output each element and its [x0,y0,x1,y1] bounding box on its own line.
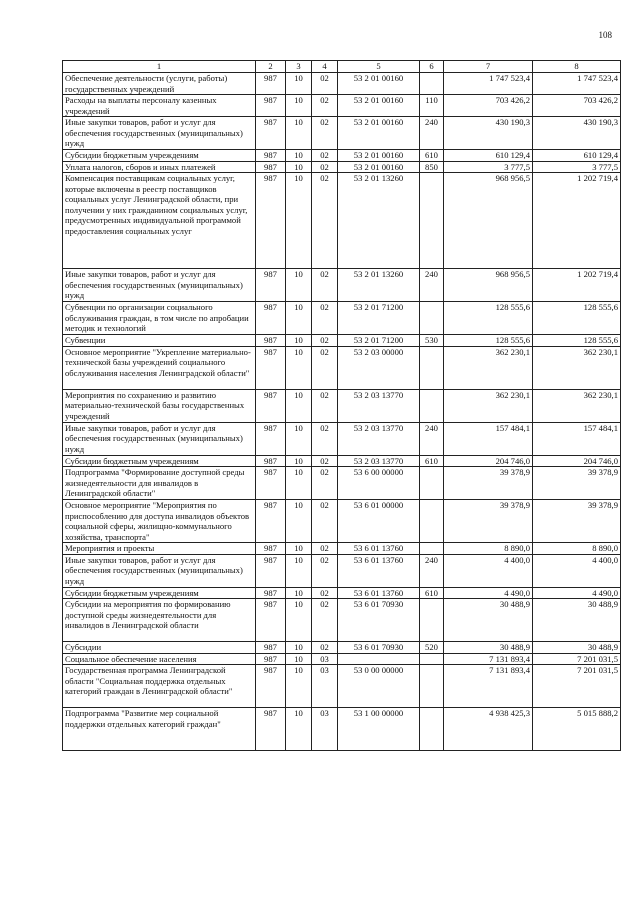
cell-grbs: 987 [256,422,286,455]
cell-sum2: 7 201 031,5 [533,665,621,708]
cell-sum2: 1 747 523,4 [533,73,621,95]
cell-name: Основное мероприятие "Мероприятия по приспособлению для доступа инвалидов объектов социальной сферы, жилищно-коммунального хозяйства, транспорта" [63,500,256,543]
cell-vr [420,708,444,751]
cell-grbs: 987 [256,335,286,347]
cell-pr: 02 [312,422,338,455]
cell-sum2: 39 378,9 [533,467,621,500]
cell-sum2: 4 400,0 [533,554,621,587]
cell-vr: 110 [420,95,444,117]
cell-sum1: 610 129,4 [444,150,533,162]
cell-grbs: 987 [256,500,286,543]
cell-name: Иные закупки товаров, работ и услуг для обеспечения государственных (муниципальных) нужд [63,554,256,587]
cell-vr: 240 [420,554,444,587]
cell-pr: 02 [312,599,338,642]
table-row [63,599,621,642]
cell-sum1: 8 890,0 [444,543,533,555]
cell-rz: 10 [286,543,312,555]
cell-name: Расходы на выплаты персоналу казенных учреждений [63,95,256,117]
cell-sum1: 39 378,9 [444,467,533,500]
cell-csr: 53 2 01 00160 [338,150,420,162]
cell-pr: 02 [312,173,338,269]
cell-rz: 10 [286,335,312,347]
cell-grbs: 987 [256,599,286,642]
cell-name: Компенсация поставщикам социальных услуг, которые включены в реестр поставщиков социальных услуг Ленинградской области, при получении у них гражданином социальных услуг, предусмотренных индивидуальной программой предоставления социальных услуг [63,173,256,269]
table-row [63,117,621,150]
cell-pr: 02 [312,587,338,599]
cell-name: Субсидии бюджетным учреждениям [63,455,256,467]
cell-sum1: 362 230,1 [444,389,533,422]
cell-csr: 53 2 03 13770 [338,455,420,467]
cell-pr: 02 [312,500,338,543]
column-header: 5 [338,61,420,73]
cell-sum2: 362 230,1 [533,346,621,389]
cell-grbs: 987 [256,389,286,422]
cell-csr: 53 2 01 71200 [338,302,420,335]
cell-vr: 520 [420,642,444,654]
column-header: 8 [533,61,621,73]
cell-csr: 53 2 03 00000 [338,346,420,389]
cell-rz: 10 [286,117,312,150]
cell-vr [420,389,444,422]
table-row [63,95,621,117]
cell-sum2: 157 484,1 [533,422,621,455]
cell-grbs: 987 [256,73,286,95]
table-row [63,161,621,173]
cell-pr: 02 [312,269,338,302]
column-header: 6 [420,61,444,73]
cell-grbs: 987 [256,346,286,389]
cell-csr: 53 0 00 00000 [338,665,420,708]
cell-pr: 02 [312,95,338,117]
table-row [63,653,621,665]
budget-table [62,60,621,751]
cell-csr: 53 2 01 13260 [338,173,420,269]
cell-sum2: 1 202 719,4 [533,173,621,269]
cell-name: Мероприятия и проекты [63,543,256,555]
cell-name: Мероприятия по сохранению и развитию материально-технической базы государственных учреждений [63,389,256,422]
cell-rz: 10 [286,599,312,642]
cell-sum2: 362 230,1 [533,389,621,422]
cell-sum1: 204 746,0 [444,455,533,467]
cell-csr [338,653,420,665]
cell-grbs: 987 [256,117,286,150]
cell-sum2: 204 746,0 [533,455,621,467]
table-row [63,642,621,654]
cell-vr [420,346,444,389]
cell-sum1: 128 555,6 [444,335,533,347]
cell-csr: 53 6 00 00000 [338,467,420,500]
cell-csr: 53 6 01 13760 [338,554,420,587]
cell-sum2: 1 202 719,4 [533,269,621,302]
cell-pr: 03 [312,708,338,751]
cell-sum2: 7 201 031,5 [533,653,621,665]
column-header: 4 [312,61,338,73]
cell-sum1: 157 484,1 [444,422,533,455]
cell-sum1: 7 131 893,4 [444,665,533,708]
cell-vr: 610 [420,587,444,599]
table-row [63,708,621,751]
cell-name: Государственная программа Ленинградской области "Социальная поддержка отдельных категорий граждан в Ленинградской области" [63,665,256,708]
table-row [63,269,621,302]
cell-vr [420,302,444,335]
table-row [63,467,621,500]
table-row [63,587,621,599]
cell-grbs: 987 [256,173,286,269]
cell-rz: 10 [286,467,312,500]
cell-csr: 53 2 01 00160 [338,73,420,95]
cell-vr [420,73,444,95]
cell-rz: 10 [286,554,312,587]
table-row [63,389,621,422]
cell-csr: 53 2 03 13770 [338,389,420,422]
cell-sum2: 30 488,9 [533,599,621,642]
table-row [63,455,621,467]
cell-sum2: 128 555,6 [533,335,621,347]
cell-rz: 10 [286,95,312,117]
cell-sum1: 968 956,5 [444,269,533,302]
cell-name: Социальное обеспечение населения [63,653,256,665]
cell-vr [420,173,444,269]
table-row [63,543,621,555]
header-row [63,61,621,73]
cell-sum1: 128 555,6 [444,302,533,335]
cell-csr: 53 6 01 70930 [338,642,420,654]
cell-name: Иные закупки товаров, работ и услуг для обеспечения государственных (муниципальных) нужд [63,269,256,302]
cell-pr: 02 [312,642,338,654]
cell-vr [420,653,444,665]
cell-name: Уплата налогов, сборов и иных платежей [63,161,256,173]
cell-grbs: 987 [256,455,286,467]
cell-name: Субсидии [63,642,256,654]
cell-pr: 02 [312,335,338,347]
cell-name: Субсидии бюджетным учреждениям [63,150,256,162]
cell-sum1: 30 488,9 [444,599,533,642]
cell-vr [420,599,444,642]
cell-grbs: 987 [256,467,286,500]
cell-pr: 02 [312,455,338,467]
cell-csr: 53 2 01 00160 [338,95,420,117]
cell-grbs: 987 [256,150,286,162]
cell-csr: 53 2 03 13770 [338,422,420,455]
cell-name: Подпрограмма "Развитие мер социальной поддержки отдельных категорий граждан" [63,708,256,751]
cell-csr: 53 1 00 00000 [338,708,420,751]
cell-csr: 53 2 01 00160 [338,161,420,173]
cell-rz: 10 [286,73,312,95]
cell-vr: 610 [420,455,444,467]
cell-vr: 240 [420,117,444,150]
table-row [63,150,621,162]
cell-grbs: 987 [256,665,286,708]
cell-sum1: 4 938 425,3 [444,708,533,751]
table-row [63,500,621,543]
table-row [63,422,621,455]
cell-pr: 02 [312,117,338,150]
cell-sum2: 5 015 888,2 [533,708,621,751]
cell-sum2: 30 488,9 [533,642,621,654]
cell-rz: 10 [286,653,312,665]
cell-sum1: 968 956,5 [444,173,533,269]
cell-csr: 53 6 01 70930 [338,599,420,642]
cell-name: Подпрограмма "Формирование доступной среды жизнедеятельности для инвалидов в Ленинградской области" [63,467,256,500]
cell-name: Субвенции по организации социального обслуживания граждан, в том числе по апробации методик и технологий [63,302,256,335]
cell-sum1: 7 131 893,4 [444,653,533,665]
table-row [63,554,621,587]
cell-grbs: 987 [256,95,286,117]
cell-rz: 10 [286,422,312,455]
cell-pr: 02 [312,73,338,95]
cell-name: Субсидии бюджетным учреждениям [63,587,256,599]
cell-pr: 02 [312,389,338,422]
cell-vr [420,500,444,543]
cell-sum2: 4 490,0 [533,587,621,599]
cell-grbs: 987 [256,653,286,665]
cell-name: Основное мероприятие "Укрепление материально- технической базы учреждений социального обслуживания населения Ленинградской области" [63,346,256,389]
cell-vr [420,467,444,500]
table-row [63,346,621,389]
cell-grbs: 987 [256,708,286,751]
cell-rz: 10 [286,173,312,269]
cell-name: Субвенции [63,335,256,347]
cell-vr [420,665,444,708]
cell-rz: 10 [286,302,312,335]
cell-sum1: 39 378,9 [444,500,533,543]
cell-pr: 02 [312,346,338,389]
cell-sum2: 610 129,4 [533,150,621,162]
cell-pr: 02 [312,161,338,173]
cell-pr: 02 [312,150,338,162]
cell-sum1: 4 400,0 [444,554,533,587]
cell-rz: 10 [286,455,312,467]
cell-vr: 610 [420,150,444,162]
cell-sum2: 128 555,6 [533,302,621,335]
cell-pr: 03 [312,665,338,708]
cell-grbs: 987 [256,642,286,654]
cell-pr: 03 [312,653,338,665]
table-row [63,335,621,347]
cell-rz: 10 [286,500,312,543]
cell-sum2: 703 426,2 [533,95,621,117]
cell-csr: 53 6 01 13760 [338,587,420,599]
cell-name: Иные закупки товаров, работ и услуг для обеспечения государственных (муниципальных) нужд [63,422,256,455]
cell-sum1: 362 230,1 [444,346,533,389]
cell-rz: 10 [286,665,312,708]
cell-csr: 53 2 01 00160 [338,117,420,150]
cell-grbs: 987 [256,554,286,587]
page-number: 108 [598,30,612,40]
cell-name: Иные закупки товаров, работ и услуг для обеспечения государственных (муниципальных) нужд [63,117,256,150]
cell-rz: 10 [286,389,312,422]
column-header: 7 [444,61,533,73]
table-row [63,73,621,95]
column-header: 2 [256,61,286,73]
cell-rz: 10 [286,642,312,654]
cell-sum2: 430 190,3 [533,117,621,150]
cell-rz: 10 [286,150,312,162]
cell-csr: 53 2 01 71200 [338,335,420,347]
cell-csr: 53 6 01 00000 [338,500,420,543]
cell-sum2: 3 777,5 [533,161,621,173]
table-row [63,302,621,335]
cell-csr: 53 6 01 13760 [338,543,420,555]
cell-vr: 240 [420,422,444,455]
cell-grbs: 987 [256,543,286,555]
cell-sum1: 430 190,3 [444,117,533,150]
cell-grbs: 987 [256,161,286,173]
cell-grbs: 987 [256,269,286,302]
column-header: 3 [286,61,312,73]
cell-rz: 10 [286,708,312,751]
cell-csr: 53 2 01 13260 [338,269,420,302]
cell-rz: 10 [286,161,312,173]
column-header: 1 [63,61,256,73]
cell-sum2: 39 378,9 [533,500,621,543]
cell-grbs: 987 [256,302,286,335]
cell-vr: 850 [420,161,444,173]
cell-grbs: 987 [256,587,286,599]
table-row [63,173,621,269]
cell-name: Субсидии на мероприятия по формированию доступной среды жизнедеятельности для инвалидов в Ленинградской области [63,599,256,642]
cell-sum1: 1 747 523,4 [444,73,533,95]
cell-sum1: 3 777,5 [444,161,533,173]
cell-sum1: 30 488,9 [444,642,533,654]
cell-vr [420,543,444,555]
cell-vr: 240 [420,269,444,302]
cell-name: Обеспечение деятельности (услуги, работы) государственных учреждений [63,73,256,95]
cell-sum2: 8 890,0 [533,543,621,555]
cell-pr: 02 [312,467,338,500]
cell-sum1: 703 426,2 [444,95,533,117]
cell-rz: 10 [286,346,312,389]
cell-pr: 02 [312,543,338,555]
cell-sum1: 4 490,0 [444,587,533,599]
cell-vr: 530 [420,335,444,347]
table-row [63,665,621,708]
cell-rz: 10 [286,269,312,302]
cell-rz: 10 [286,587,312,599]
cell-pr: 02 [312,554,338,587]
cell-pr: 02 [312,302,338,335]
